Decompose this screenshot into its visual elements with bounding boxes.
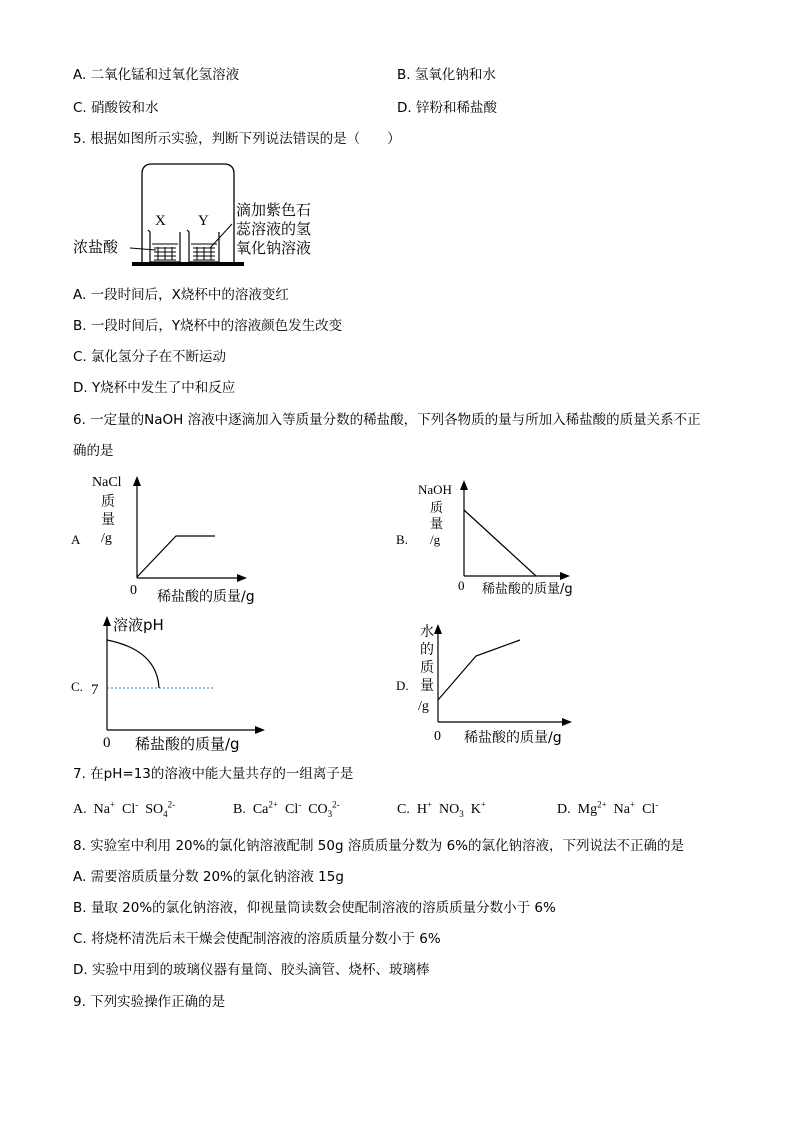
right-label-line1: 滴加紫色石 [236, 201, 312, 219]
q8-option-c: C. 将烧杯清洗后未干燥会使配制溶液的溶质质量分数小于 6% [73, 931, 441, 947]
graph-c-seven: 7 [91, 682, 99, 698]
graph-c-ylabel: 溶液pH [113, 616, 164, 634]
graph-d [390, 618, 630, 750]
graph-c-curve [107, 640, 159, 688]
graph-b-ylabel-2: 质 [430, 501, 444, 516]
graph-a-xlabel: 稀盐酸的质量/g [157, 589, 255, 605]
q4-option-d: D. 锌粉和稀盐酸 [397, 100, 497, 116]
graph-b-xlabel: 稀盐酸的质量/g [482, 582, 573, 597]
q5-option-a: A. 一段时间后，X烧杯中的溶液变红 [73, 287, 289, 303]
q8-option-a: A. 需要溶质质量分数 20%的氯化钠溶液 15g [73, 869, 344, 885]
base-plate [132, 262, 244, 266]
q8-option-d: D. 实验中用到的玻璃仪器有量筒、胶头滴管、烧杯、玻璃棒 [73, 962, 430, 978]
graph-d-ylabel-4: 量 [420, 678, 434, 694]
q7-option-d: D. $Mg^{2+}$ Na+ Cl- [557, 799, 659, 817]
graph-d-ylabel-2: 的 [420, 642, 434, 658]
beaker-x-label: X [155, 213, 166, 229]
q4-option-b: B. 氢氧化钠和水 [397, 67, 496, 83]
graph-b [390, 476, 620, 606]
graph-a-curve [137, 536, 215, 577]
beaker-x-liquid [152, 244, 178, 260]
graph-a [65, 470, 295, 610]
q5-option-c: C. 氯化氢分子在不断运动 [73, 349, 227, 365]
graph-a-ylabel-2: 质 [101, 494, 115, 510]
beaker-x [148, 230, 180, 262]
graph-d-ylabel-1: 水 [420, 624, 434, 640]
graph-c [65, 610, 305, 760]
graph-d-ylabel-3: 质 [420, 660, 434, 676]
graph-b-ylabel-1: NaOH [418, 482, 452, 497]
q9-stem: 9. 下列实验操作正确的是 [73, 994, 226, 1010]
left-label: 浓盐酸 [73, 238, 119, 256]
graph-b-ylabel-3: 量 [430, 517, 444, 532]
right-leader [210, 224, 232, 248]
q7-stem: 7. 在pH=13的溶液中能大量共存的一组离子是 [73, 766, 354, 782]
graph-a-ylabel-4: /g [101, 531, 112, 546]
graph-a-ylabel-1: NaCl [92, 475, 122, 490]
q4-option-c: C. 硝酸铵和水 [73, 100, 159, 116]
graph-c-xlabel: 稀盐酸的质量/g [135, 735, 240, 753]
q8-stem: 8. 实验室中利用 20%的氯化钠溶液配制 50g 溶质质量分数为 6%的氯化钠溶液，下列说法不正确的是 [73, 838, 685, 854]
graph-d-label: D. [396, 678, 409, 693]
graph-d-origin: 0 [434, 729, 441, 744]
graph-b-label: B. [396, 532, 408, 547]
graph-c-label: C. [71, 679, 83, 694]
graph-d-xlabel: 稀盐酸的质量/g [464, 730, 562, 746]
right-label-line3: 氧化钠溶液 [236, 239, 312, 257]
q7-option-b: B. $Ca^{2+}$ Cl- $CO_3^{2-}$ [233, 799, 340, 819]
beaker-y-liquid [191, 244, 217, 260]
q7-option-c: C. H+ $NO_3$ K+ [397, 799, 486, 819]
beaker-y-label: Y [198, 213, 209, 229]
beaker-y [187, 230, 219, 262]
graph-c-origin: 0 [103, 735, 111, 751]
graph-a-origin: 0 [130, 583, 137, 598]
graph-a-label: A [71, 532, 81, 547]
graph-b-curve [464, 510, 536, 576]
graph-d-ylabel-5: /g [418, 699, 429, 714]
q5-figure [70, 160, 340, 272]
q5-stem: 5. 根据如图所示实验，判断下列说法错误的是（ ） [73, 131, 401, 147]
q5-option-d: D. Y烧杯中发生了中和反应 [73, 380, 236, 396]
q6-stem-line2: 确的是 [73, 443, 114, 459]
q4-option-a: A. 二氧化锰和过氧化氢溶液 [73, 67, 240, 83]
right-label-line2: 蕊溶液的氢 [236, 220, 312, 238]
graph-a-ylabel-3: 量 [101, 512, 115, 528]
graph-b-origin: 0 [458, 578, 465, 593]
left-leader [130, 248, 156, 250]
q6-stem-line1: 6. 一定量的NaOH 溶液中逐滴加入等质量分数的稀盐酸，下列各物质的量与所加入稀盐酸的质量关系不正 [73, 412, 701, 428]
graph-b-ylabel-4: /g [430, 532, 441, 547]
q5-option-b: B. 一段时间后，Y烧杯中的溶液颜色发生改变 [73, 318, 343, 334]
q8-option-b: B. 量取 20%的氯化钠溶液，仰视量筒读数会使配制溶液的溶质质量分数小于 6% [73, 900, 556, 916]
q7-option-a: A. Na+ Cl- $SO_4^{2-}$ [73, 799, 176, 819]
graph-d-curve [438, 640, 520, 700]
